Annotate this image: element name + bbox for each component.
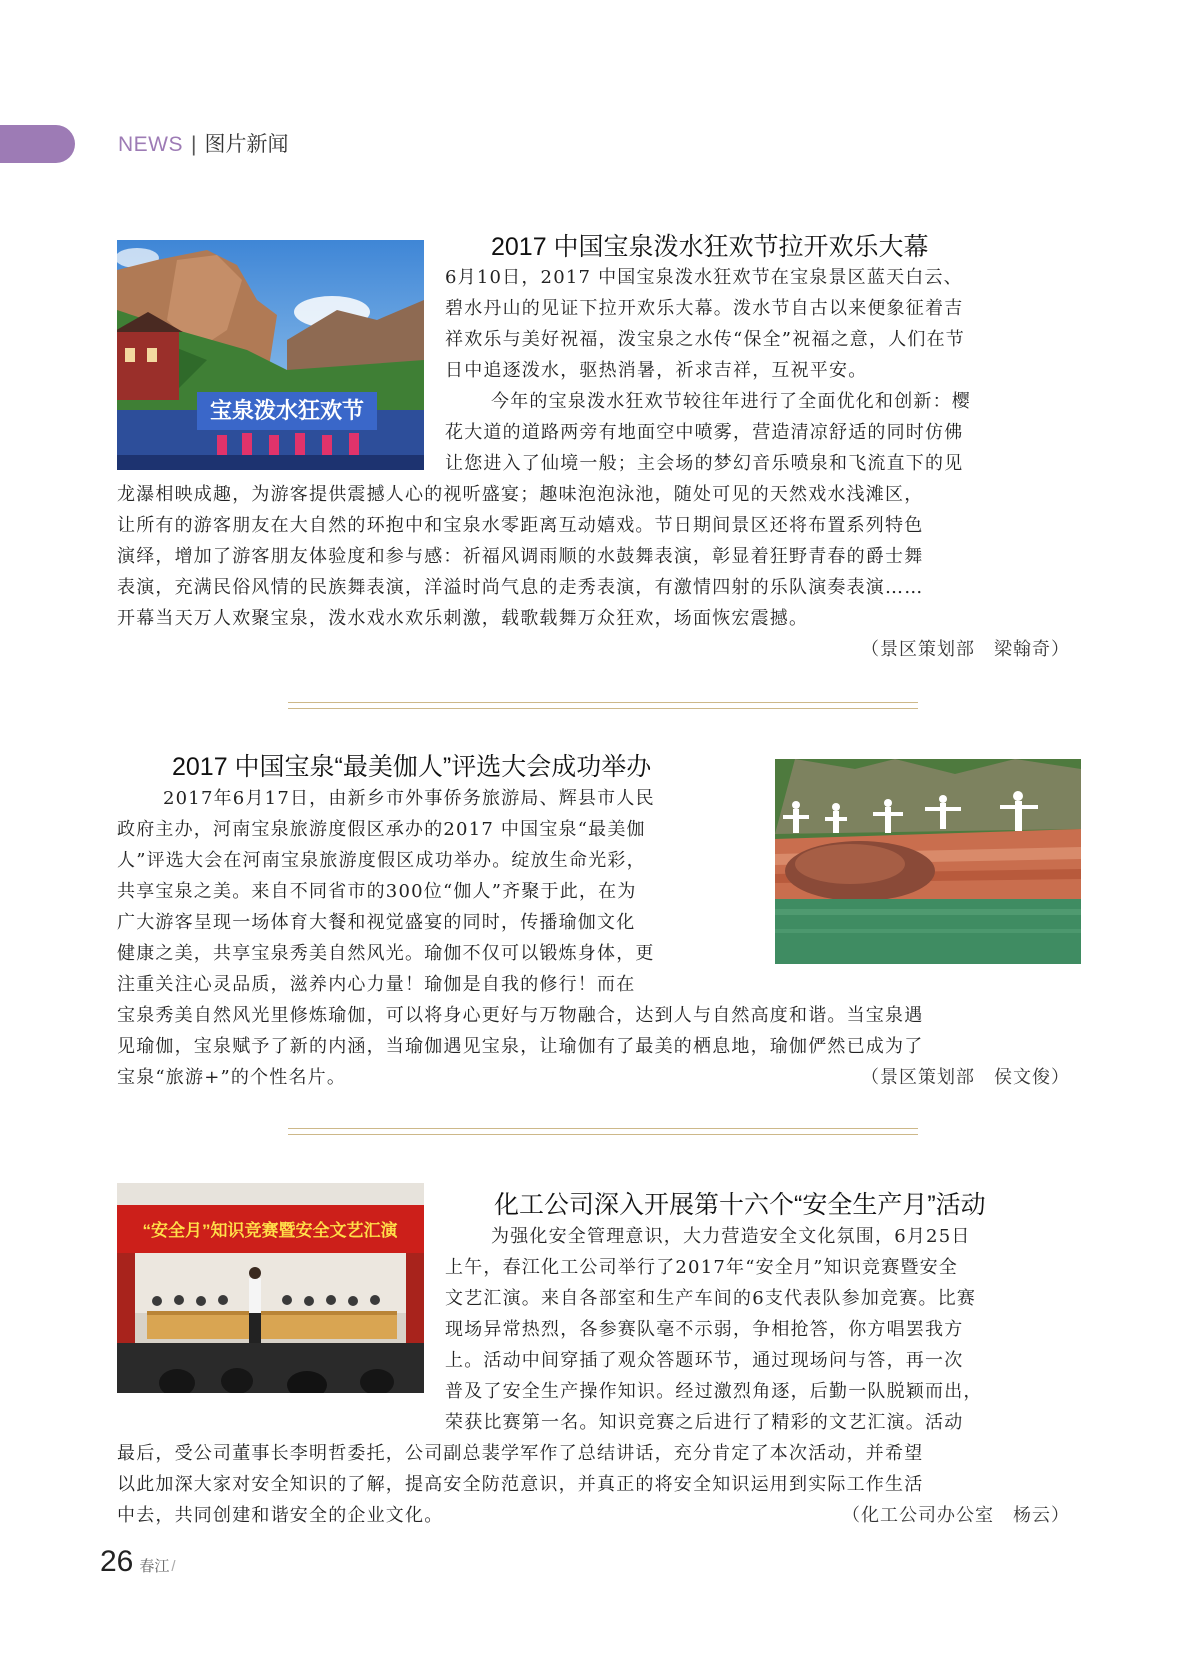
- article-2-line: 广大游客呈现一场体育大餐和视觉盛宴的同时，传播瑜伽文化: [117, 912, 636, 933]
- header-separator: |: [191, 133, 197, 156]
- article-2-photo: [775, 759, 1081, 964]
- footer-slash: /: [171, 1558, 176, 1575]
- article-3-line: 上。活动中间穿插了观众答题环节，通过现场问与答，再一次: [445, 1350, 964, 1371]
- article-1-line: 祥欢乐与美好祝福，泼宝泉之水传“保全”祝福之意，人们在节: [445, 329, 966, 350]
- article-1-line: 6月10日，2017 中国宝泉泼水狂欢节在宝泉景区蓝天白云、: [445, 267, 963, 288]
- article-3-photo: [117, 1183, 424, 1393]
- article-1-line: 让所有的游客朋友在大自然的环抱中和宝泉水零距离互动嬉戏。节日期间景区还将布置系列特色: [117, 515, 924, 536]
- article-divider: [288, 1128, 918, 1135]
- article-3-title: 化工公司深入开展第十六个“安全生产月”活动: [494, 1191, 986, 1219]
- article-1-signature: （景区策划部 梁翰奇）: [861, 639, 1070, 660]
- article-2-line: 共享宝泉之美。来自不同省市的300位“伽人”齐聚于此，在为: [117, 881, 637, 902]
- article-1-line: 今年的宝泉泼水狂欢节较往年进行了全面优化和创新：樱: [491, 391, 971, 412]
- article-1-line: 龙瀑相映成趣，为游客提供震撼人心的视听盛宴；趣味泡泡泳池，随处可见的天然戏水浅滩区，: [117, 484, 924, 505]
- article-1-line: 演绎，增加了游客朋友体验度和参与感：祈福风调雨顺的水鼓舞表演，彰显着狂野青春的爵士舞: [117, 546, 924, 567]
- article-1-title: 2017 中国宝泉泼水狂欢节拉开欢乐大幕: [491, 233, 929, 261]
- article-3-line: 普及了安全生产操作知识。经过激烈角逐，后勤一队脱颖而出，: [445, 1381, 983, 1402]
- article-2-line: 见瑜伽，宝泉赋予了新的内涵，当瑜伽遇见宝泉，让瑜伽有了最美的栖息地，瑜伽俨然已成为了: [117, 1036, 924, 1057]
- article-3-line: 为强化安全管理意识，大力营造安全文化氛围，6月25日: [491, 1226, 971, 1247]
- section-header: [118, 130, 288, 160]
- section-label-en: NEWS: [118, 133, 183, 156]
- article-2-signature: （景区策划部 侯文俊）: [861, 1067, 1070, 1088]
- article-3-line: 以此加深大家对安全知识的了解，提高安全防范意识，并真正的将安全知识运用到实际工作生活: [117, 1474, 924, 1495]
- article-2-line: 宝泉秀美自然风光里修炼瑜伽，可以将身心更好与万物融合，达到人与自然高度和谐。当宝泉遇: [117, 1005, 924, 1026]
- article-1-line: 碧水丹山的见证下拉开欢乐大幕。泼水节自古以来便象征着吉: [445, 298, 964, 319]
- page-number: 26: [100, 1545, 134, 1578]
- article-1-line: 表演，充满民俗风情的民族舞表演，洋溢时尚气息的走秀表演，有激情四射的乐队演奏表演……: [117, 577, 924, 598]
- article-1-line: 让您进入了仙境一般；主会场的梦幻音乐喷泉和飞流直下的见: [445, 453, 964, 474]
- page-footer: [100, 1545, 176, 1579]
- article-1-line: 开幕当天万人欢聚宝泉，泼水戏水欢乐刺激，载歌载舞万众狂欢，场面恢宏震撼。: [117, 608, 809, 629]
- article-3-line: 中去，共同创建和谐安全的企业文化。: [117, 1505, 444, 1526]
- article-1-photo: [117, 240, 424, 470]
- section-label-cn: 图片新闻: [204, 133, 289, 156]
- article-1-line: 日中追逐泼水，驱热消暑，祈求吉祥，互祝平安。: [445, 360, 868, 381]
- article-3-line: 荣获比赛第一名。知识竞赛之后进行了精彩的文艺汇演。活动: [445, 1412, 964, 1433]
- article-2-line: 宝泉“旅游+”的个性名片。: [117, 1067, 347, 1088]
- article-1-line: 花大道的道路两旁有地面空中喷雾，营造清凉舒适的同时仿佛: [445, 422, 964, 443]
- article-3-signature: （化工公司办公室 杨云）: [842, 1505, 1070, 1526]
- article-2-line: 政府主办，河南宝泉旅游度假区承办的2017 中国宝泉“最美伽: [117, 819, 646, 840]
- article-3-line: 文艺汇演。来自各部室和生产车间的6支代表队参加竞赛。比赛: [445, 1288, 977, 1309]
- article-2-line: 2017年6月17日，由新乡市外事侨务旅游局、辉县市人民: [163, 788, 655, 809]
- article-3-photo-banner: “安全月”知识竞赛暨安全文艺汇演: [142, 1221, 398, 1240]
- article-divider: [288, 702, 918, 709]
- article-2-title: 2017 中国宝泉“最美伽人”评选大会成功举办: [172, 753, 652, 781]
- article-3-line: 现场异常热烈，各参赛队毫不示弱，争相抢答，你方唱罢我方: [445, 1319, 964, 1340]
- article-2-line: 健康之美，共享宝泉秀美自然风光。瑜伽不仅可以锻炼身体，更: [117, 943, 655, 964]
- article-3-line: 上午，春江化工公司举行了2017年“安全月”知识竞赛暨安全: [445, 1257, 959, 1278]
- article-2-line: 注重关注心灵品质，滋养内心力量！瑜伽是自我的修行！而在: [117, 974, 636, 995]
- article-1-photo-banner: 宝泉泼水狂欢节: [209, 398, 365, 423]
- article-2-line: 人”评选大会在河南宝泉旅游度假区成功举办。绽放生命光彩，: [117, 850, 646, 871]
- section-tab-marker: [0, 125, 75, 163]
- magazine-name: 春江: [139, 1558, 170, 1575]
- article-3-line: 最后，受公司董事长李明哲委托，公司副总裴学军作了总结讲话，充分肯定了本次活动，并希望: [117, 1443, 924, 1464]
